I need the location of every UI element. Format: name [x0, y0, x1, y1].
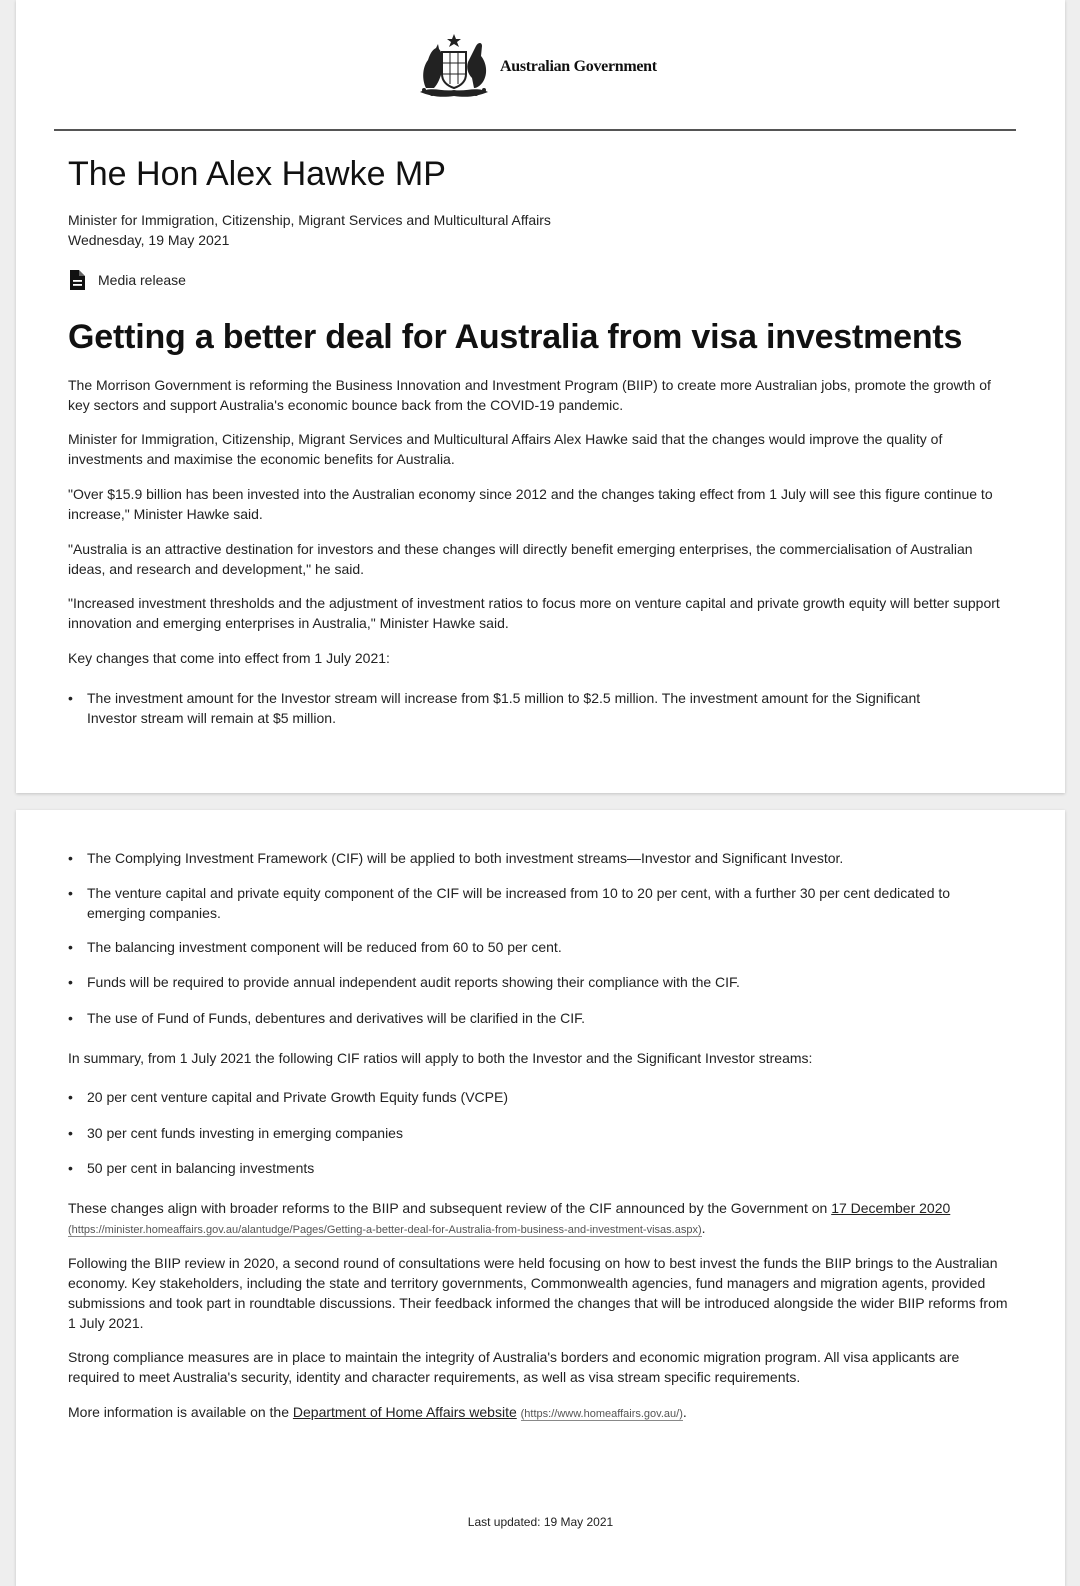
release-type-label: Media release [98, 272, 186, 288]
paragraph-1: The Morrison Government is reforming the Business Innovation and Investment Program (BIIP) to create more Australian jobs, promote the growth of key sectors and support Australia's economic bounce back from the COVID-19 pandemic. [68, 377, 991, 413]
paragraph-3: "Over $15.9 billion has been invested into the Australian economy since 2012 and the changes taking effect from 1 July will see this figure continue to increase," Minister Hawke said. [68, 486, 993, 522]
document-icon [68, 270, 86, 290]
list-item [68, 1008, 968, 1028]
logo-wordmark: Australian Government [500, 58, 657, 75]
coat-of-arms-icon [412, 30, 496, 102]
article-title: Getting a better deal for Australia from visa investments [68, 318, 963, 356]
document-page-2 [16, 810, 1065, 1586]
list-item [68, 937, 968, 957]
list-item-text: 50 per cent in balancing investments [87, 1160, 315, 1176]
list-item [68, 972, 968, 992]
paragraph-6: Key changes that come into effect from 1 July 2021: [68, 650, 390, 666]
home-affairs-link[interactable]: Department of Home Affairs website [292, 1404, 517, 1420]
bullet-icon: • [68, 1160, 73, 1176]
paragraph-8-end: . [701, 1220, 706, 1236]
last-updated: Last updated: 19 May 2021 [467, 1515, 614, 1529]
list-item [68, 883, 968, 923]
list-item [68, 1087, 968, 1107]
list-item-text: The investment amount for the Investor stream will increase from $1.5 million to $2.5 million. The investment amount for the Significant Investor stream will remain at $5 million. [87, 690, 921, 726]
paragraph-2: Minister for Immigration, Citizenship, Migrant Services and Multicultural Affairs Alex Hawke said that the changes would improve the quality of investments and maximise the economic benefits for Australia. [68, 431, 943, 467]
list-item [68, 848, 968, 868]
list-item [68, 1123, 968, 1143]
paragraph-7: In summary, from 1 July 2021 the following CIF ratios will apply to both the Investor and the Significant Investor streams: [68, 1050, 813, 1066]
list-item-text: The Complying Investment Framework (CIF) will be applied to both investment streams—Investor and Significant Investor. [87, 850, 844, 866]
list-item [68, 1158, 968, 1178]
bullet-icon: • [68, 974, 73, 990]
paragraph-4: "Australia is an attractive destination for investors and these changes will directly benefit emerging enterprises, the commercialisation of Australian ideas, and research and development," he said. [68, 541, 973, 577]
list-item-text: The use of Fund of Funds, debentures and derivatives will be clarified in the CIF. [87, 1010, 586, 1026]
minister-name: The Hon Alex Hawke MP [68, 155, 446, 193]
bullet-icon: • [68, 850, 73, 866]
announcement-link[interactable]: 17 December 2020 [831, 1200, 951, 1216]
paragraph-11-end: . [682, 1404, 687, 1420]
header-divider [54, 129, 1016, 131]
bullet-icon: • [68, 1089, 73, 1105]
paragraph-8 [68, 1198, 1013, 1240]
list-item-text: The venture capital and private equity component of the CIF will be increased from 10 to 20 per cent, with a further 30 per cent dedicated to emerging companies. [87, 885, 951, 921]
paragraph-8-text: These changes align with broader reforms to the BIIP and subsequent review of the CIF announced by the Government on [68, 1200, 832, 1216]
announcement-url[interactable]: (https://minister.homeaffairs.gov.au/alantudge/Pages/Getting-a-better-deal-for-Australia-from-business-and-investment-visas.aspx) [68, 1224, 702, 1236]
release-date: Wednesday, 19 May 2021 [68, 232, 230, 248]
minister-portfolio: Minister for Immigration, Citizenship, Migrant Services and Multicultural Affairs [68, 212, 551, 228]
bullet-icon: • [68, 1125, 73, 1141]
list-item-text: The balancing investment component will be reduced from 60 to 50 per cent. [87, 939, 562, 955]
list-item-text: Funds will be required to provide annual independent audit reports showing their compliance with the CIF. [87, 974, 740, 990]
paragraph-9: Following the BIIP review in 2020, a second round of consultations were held focusing on how to best invest the funds the BIIP brings to the Australian economy. Key stakeholders, including the state and territory governments, Commonwealth agencies, fund managers and migration agents, provided submissions and took part in roundtable discussions. Their feedback informed the changes that will be introduced alongside the wider BIIP reforms from 1 July 2021. [68, 1255, 1008, 1331]
bullet-icon: • [68, 939, 73, 955]
bullet-icon: • [68, 690, 73, 706]
bullet-icon: • [68, 885, 73, 901]
paragraph-11 [68, 1402, 1013, 1424]
home-affairs-url[interactable]: (https://www.homeaffairs.gov.au/) [520, 1408, 683, 1420]
government-logo [412, 30, 672, 102]
list-item-text: 20 per cent venture capital and Private Growth Equity funds (VCPE) [87, 1089, 508, 1105]
paragraph-5: "Increased investment thresholds and the adjustment of investment ratios to focus more on venture capital and private growth equity will better support innovation and emerging enterprises in Australia," Minister Hawke said. [68, 595, 1000, 631]
paragraph-11-text: More information is available on the [68, 1404, 293, 1420]
document-page-1 [16, 0, 1065, 793]
bullet-icon: • [68, 1010, 73, 1026]
paragraph-10: Strong compliance measures are in place to maintain the integrity of Australia's borders and economic migration program. All visa applicants are required to meet Australia's security, identity and character requirements, as well as visa stream specific requirements. [68, 1349, 960, 1385]
list-item-text: 30 per cent funds investing in emerging companies [87, 1125, 403, 1141]
list-item [68, 688, 968, 728]
